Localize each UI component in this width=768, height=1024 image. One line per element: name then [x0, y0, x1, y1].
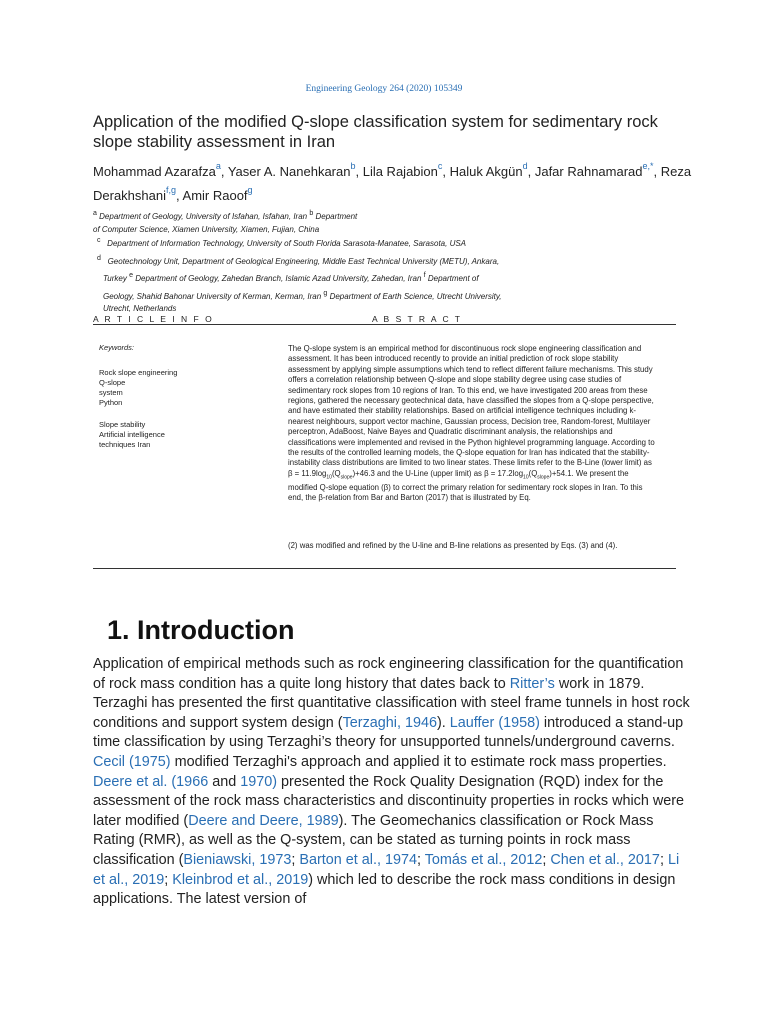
affil-text: Geology, Shahid Bahonar University of Kerman, Kerman, Iran [103, 292, 322, 301]
body-text: introduced a stand-up time classification by using Terzaghi’s theory for unsupported tunnels/underground caverns. [93, 714, 684, 751]
affil-text: Department of Information Technology, University of South Florida Sarasota-Manatee, Sarasota, USA [107, 239, 467, 248]
section-heading-introduction: 1. Introduction [107, 615, 295, 645]
abstract-subscript: slope [537, 474, 550, 481]
citation-link[interactable]: Terzaghi, 1946 [342, 714, 437, 731]
divider [93, 324, 676, 325]
abstract-subscript: slope [340, 474, 353, 481]
affiliation-line [97, 257, 697, 267]
citation-link[interactable]: Cecil (1975) [93, 753, 171, 770]
body-text: ). [436, 714, 450, 731]
citation-link[interactable]: Ritter’s [509, 675, 555, 692]
citation-link[interactable]: Deere and Deere, 1989 [188, 812, 339, 829]
affil-text: Department [315, 212, 358, 221]
citation-link[interactable]: Kleinbrod et al., 2019 [172, 871, 309, 888]
citation-link[interactable]: Deere et al. (1966 [93, 773, 209, 790]
affiliation-line [103, 304, 703, 314]
author-name[interactable]: , Amir Raoof [176, 188, 248, 203]
affiliation-line [93, 225, 693, 235]
affil-text: Turkey [103, 274, 127, 283]
keyword: Q-slope [99, 378, 126, 387]
body-text: ) which led to describe the rock mass conditions in design applications. The latest version of [93, 871, 676, 908]
citation-link[interactable]: Lauffer (1958) [449, 714, 540, 731]
author-affil-marker[interactable]: a [215, 161, 221, 171]
author-name[interactable]: , Lila Rajabion [355, 164, 438, 179]
affiliation-line [97, 239, 697, 249]
affil-text: of Computer Science, Xiamen University, Xiamen, Fujian, China [93, 225, 320, 234]
author-affil-marker[interactable]: c [437, 161, 443, 171]
citation-link[interactable]: Tomás et al., 2012 [424, 851, 543, 868]
citation-link[interactable]: Chen et al., 2017 [550, 851, 660, 868]
author-name[interactable]: , Jafar Rahnamarad [527, 164, 643, 179]
affil-marker: g [323, 290, 328, 297]
abstract-segment: )+54.1. We present the modified Q-slope equation (β) to correct the primary relation for sedimentary rock slopes in Iran. To this end, the β-relation from Bar and Barton (2017) that is illustrated by Eq. [288, 468, 643, 503]
affil-marker: c [97, 237, 101, 244]
author-list [93, 160, 713, 208]
citation-link[interactable]: Bieniawski, 1973 [183, 851, 292, 868]
author-name[interactable]: Mohammad Azarafza [93, 164, 216, 179]
affil-text: Utrecht, Netherlands [103, 304, 177, 313]
body-text: work in 1879. Terzaghi has presented the first quantitative classification with steel frame tunnels in host rock conditions and support system design ( [93, 675, 690, 731]
affil-text: Department of [427, 274, 479, 283]
affil-text: Geotechnology Unit, Department of Geological Engineering, Middle East Technical University (METU), Ankara, [107, 257, 500, 266]
abstract-heading: A B S T R A C T [372, 314, 463, 324]
citation-link[interactable]: Li et al., 2019 [93, 851, 680, 888]
divider [93, 568, 676, 569]
body-text: and [208, 773, 241, 790]
article-title: Application of the modified Q-slope classification system for sedimentary rock slope stability assessment in Iran [93, 113, 658, 151]
keyword: Python [99, 398, 123, 407]
affil-marker: a [93, 210, 97, 217]
affil-marker: d [97, 255, 101, 262]
affil-text: Department of Geology, University of Isfahan, Isfahan, Iran [99, 212, 308, 221]
keywords-label: Keywords: [99, 343, 135, 352]
affil-marker: e [129, 272, 133, 279]
keyword: Artificial intelligence [99, 430, 165, 439]
affil-marker: f [423, 272, 426, 279]
article-info-heading: A R T I C L E I N F O [93, 314, 214, 324]
author-affil-marker[interactable]: e,* [642, 161, 654, 171]
abstract-text-continued: (2) was modified and refined by the U-line and B-line relations as presented by Eqs. (3) and (4). [288, 541, 618, 550]
journal-citation[interactable]: Engineering Geology 264 (2020) 105349 [305, 84, 463, 94]
author-name[interactable]: , Yaser A. Nanehkaran [220, 164, 351, 179]
author-affil-marker[interactable]: f,g [166, 185, 177, 195]
citation-link[interactable]: 1970) [240, 773, 278, 790]
abstract-segment: )+46.3 and the U-Line (upper limit) as β = 17.2log [352, 468, 524, 478]
keywords-group [99, 368, 269, 408]
abstract-subscript: 10 [326, 474, 332, 481]
abstract-segment: (Q [528, 468, 538, 478]
affil-text: Department of Geology, Zahedan Branch, Islamic Azad University, Zahedan, Iran [135, 274, 422, 283]
keyword: Slope stability [99, 420, 146, 429]
affiliation-line [103, 292, 703, 302]
body-text: ; [659, 851, 668, 868]
body-text: modified Terzaghi's approach and applied it to estimate rock mass properties. [170, 753, 667, 770]
author-affil-marker[interactable]: g [247, 185, 253, 195]
abstract-subscript: 10 [523, 474, 529, 481]
abstract-text [288, 344, 656, 504]
body-text: ; [542, 851, 551, 868]
body-text: presented the Rock Quality Designation (RQD) index for the assessment of the rock mass characteristics and discontinuity properties in rocks which were later modified ( [93, 773, 685, 829]
citation-link[interactable]: Barton et al., 1974 [299, 851, 417, 868]
abstract-segment: (Q [331, 468, 341, 478]
keywords-group [99, 420, 269, 450]
affiliation-line [93, 212, 693, 222]
author-name[interactable]: , Reza Derakhshani [93, 164, 692, 203]
affil-text: Department of Earth Science, Utrecht University, [329, 292, 502, 301]
introduction-paragraph [93, 655, 693, 910]
body-text: Application of empirical methods such as rock engineering classification for the quantification of rock mass condition has a quite long history that dates back to [93, 656, 684, 692]
keyword: techniques Iran [99, 440, 151, 449]
body-text: ; [164, 871, 173, 888]
author-affil-marker[interactable]: b [350, 161, 356, 171]
affiliation-line [103, 274, 703, 284]
keyword: Rock slope engineering [99, 368, 178, 377]
keyword: system [99, 388, 123, 397]
affil-marker: b [309, 210, 314, 217]
author-name[interactable]: , Haluk Akgün [442, 164, 523, 179]
body-text: ; [416, 851, 425, 868]
body-text: ). The Geomechanics classification or Rock Mass Rating (RMR), as well as the Q-system, can be stated as turning points in rock mass classification ( [93, 812, 654, 868]
body-text: ; [291, 851, 300, 868]
author-affil-marker[interactable]: d [522, 161, 528, 171]
abstract-segment: The Q-slope system is an empirical method for discontinuous rock slope engineering classification and assessment. It has been introduced recently to provide an initial prediction of rock slope stability assessment by applying simple assumptions which tend to reflect different failure mechanisms. This study offers a correlation relationship between Q-slope and slope stability degree using case studies of sedimentary rock slopes from 10 regions of Iran. To this end, we have investigated 200 areas from these regions, gathered the necessary geotechnical data, have classified the slopes from a Q-slope perspective, and have estimated their stability relationships. Based on artificial intelligence techniques including k-nearest neighbours, support vector machine, Gaussian process, Decision tree, Random-forest, Multilayer perceptron, AdaBoost, Naive Bayes and Quadratic discriminant analysis, the relationships and classifications were implemented and revised in the Python highlevel programming language. According to the results of the controlled learning models, the Q-slope equation for Iran has indicated that the stability-instability class distributions are limited to two linear states. These limits refer to the B-Line (lower limit) as β = 11.9log [288, 344, 655, 478]
